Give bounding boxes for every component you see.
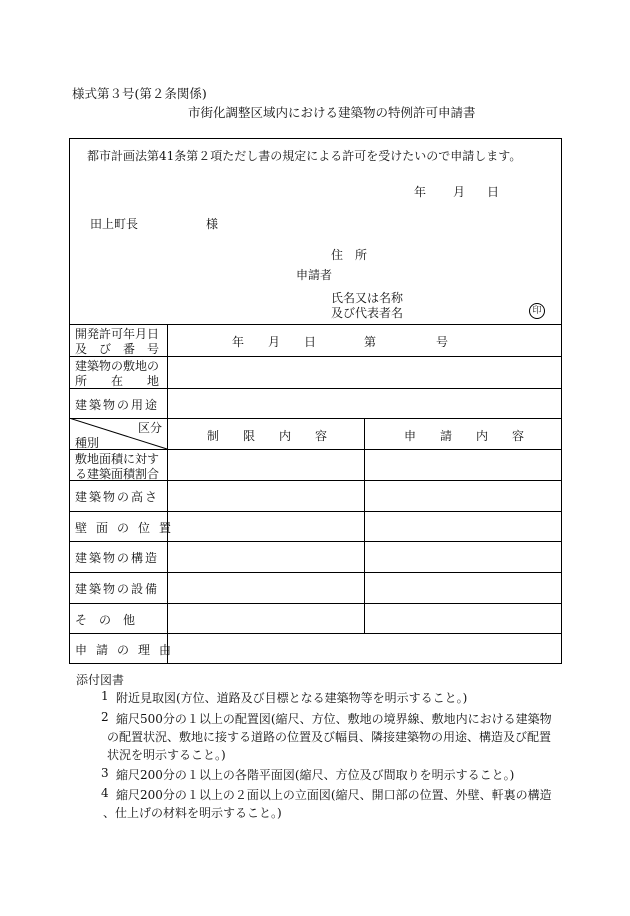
attachment-item-number: 2 [101, 710, 109, 724]
honorific: 様 [206, 217, 219, 231]
attachment-item-text: 附近見取図(方位、道路及び目標となる建築物等を明示すること。) [116, 691, 468, 705]
attachment-item-text: 状況を明示すること。) [107, 748, 226, 762]
row-label-equipment: 建築物の設備 [75, 582, 160, 596]
name-label: 氏名又は名称 [331, 291, 404, 305]
row-label-structure: 建築物の構造 [75, 551, 160, 565]
site-label-line1: 建築物の敷地の [75, 359, 160, 373]
page-title: 市街化調整区域内における建築物の特例許可申請書 [188, 105, 476, 120]
attachment-item-text: 縮尺200分の１以上の２面以上の立面図(縮尺、開口部の位置、外壁、軒裏の構造 [116, 788, 552, 802]
table-border-right [561, 138, 562, 664]
date-month-label: 月 [453, 185, 466, 199]
permit-number-suffix: 号 [436, 335, 449, 349]
row-label-other: そ の 他 [75, 613, 136, 627]
attachments-heading: 添付図書 [76, 673, 125, 687]
date-year-label: 年 [414, 185, 427, 199]
row-label-wall-position: 壁面の位置 [75, 521, 181, 535]
attachment-item-text: 、仕上げの材料を明示すること。) [103, 806, 282, 820]
category-label: 区分 [138, 421, 163, 435]
type-label: 種別 [75, 436, 100, 450]
permit-label-line1: 開発許可年月日 [75, 327, 160, 341]
address-label: 住 所 [331, 248, 368, 262]
attachment-item-number: 4 [101, 786, 109, 800]
table-border-left [69, 138, 70, 664]
row-label-reason: 申請の理由 [75, 643, 181, 657]
permit-day-label: 日 [304, 335, 317, 349]
attachment-item-text: の配置状況、敷地に接する道路の位置及び幅員、隣接建築物の用途、構造及び配置 [107, 730, 552, 744]
attachment-item-text: 縮尺500分の１以上の配置図(縮尺、方位、敷地の境界線、敷地内における建築物 [116, 712, 552, 726]
table-border-bottom [69, 663, 562, 664]
attachment-item-text: 縮尺200分の１以上の各階平面図(縮尺、方位及び間取りを明示すること。) [116, 768, 515, 782]
addressee: 田上町長 [90, 217, 139, 231]
permit-label-line2: 及 び 番 号 [75, 342, 160, 356]
permit-year-label: 年 [232, 335, 245, 349]
permit-month-label: 月 [268, 335, 281, 349]
site-label-line2: 所 在 地 [75, 374, 160, 388]
attachment-item-number: 1 [101, 689, 109, 703]
form-number: 様式第３号(第２条関係) [72, 86, 207, 101]
attachment-item-number: 3 [101, 766, 109, 780]
application-header: 申 請 内 容 [404, 429, 525, 443]
seal-icon: 印 [529, 303, 545, 319]
restriction-header: 制 限 内 容 [207, 429, 328, 443]
date-day-label: 日 [487, 185, 500, 199]
row-label-area-ratio-line2: る建築面積割合 [75, 467, 160, 481]
permit-number-prefix: 第 [364, 335, 377, 349]
row-label-area-ratio-line1: 敷地面積に対す [75, 452, 160, 466]
application-statement: 都市計画法第41条第２項ただし書の規定による許可を受けたいので申請します。 [87, 149, 522, 163]
use-label: 建築物の用途 [75, 398, 160, 412]
applicant-label: 申請者 [296, 268, 333, 282]
representative-label: 及び代表者名 [331, 306, 404, 320]
table-border-top [69, 138, 562, 139]
row-label-height: 建築物の高さ [75, 490, 160, 504]
